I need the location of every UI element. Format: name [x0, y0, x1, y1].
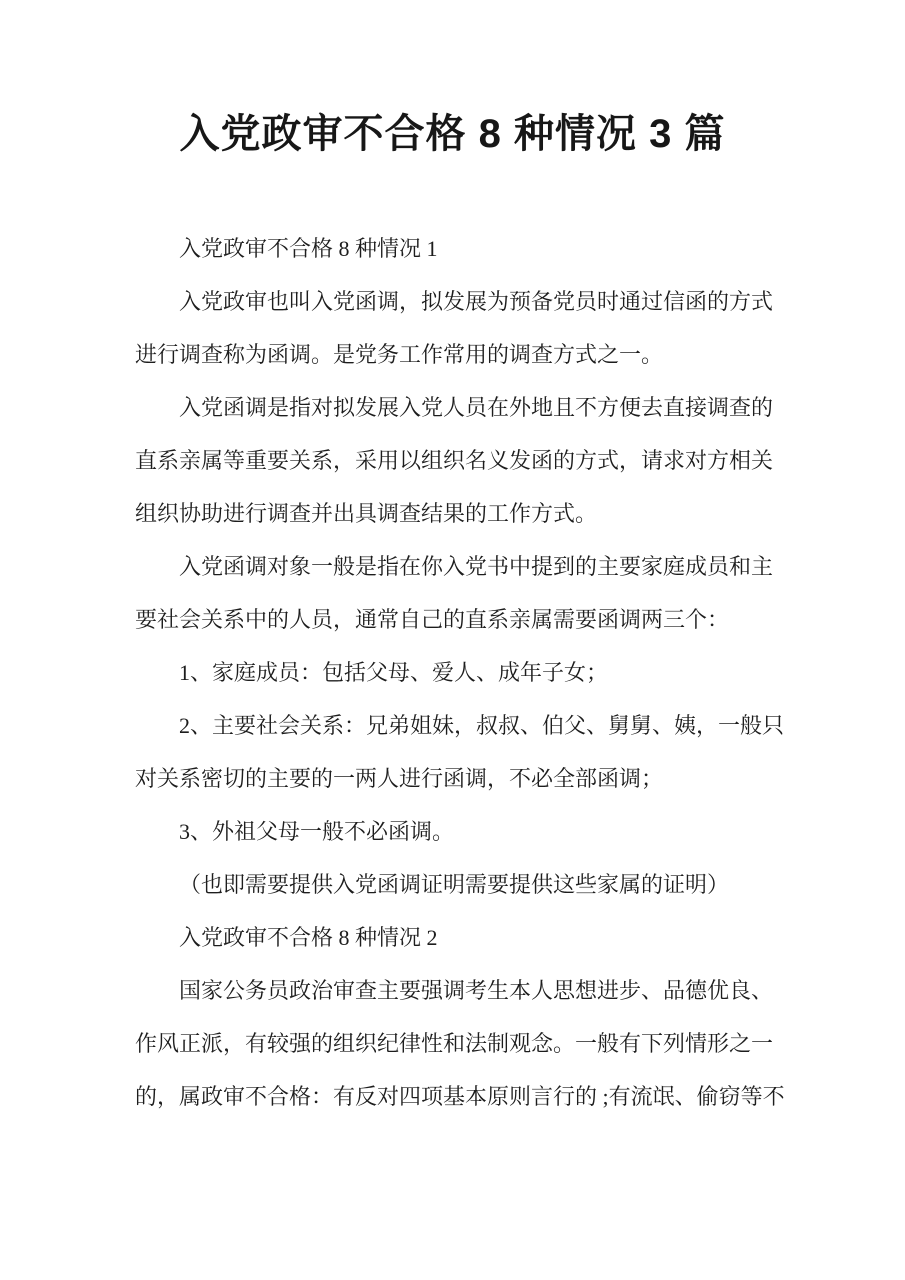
document-body [135, 222, 790, 1123]
paragraph-section-heading [135, 911, 790, 964]
paragraph-body [135, 381, 790, 540]
text-line: 进行调查称为函调。是党务工作常用的调查方式之一。 [135, 342, 664, 367]
paragraph-note [135, 858, 790, 911]
paragraph-section-heading [135, 222, 790, 275]
text-line: 入党政审不合格 8 种情况 1 [179, 236, 438, 261]
paragraph-list-item [135, 805, 790, 858]
text-line: 1、家庭成员：包括父母、爱人、成年子女； [179, 660, 609, 685]
text-line: 入党函调对象一般是指在你入党书中提到的主要家庭成员和主 [179, 554, 774, 579]
text-line: 入党政审也叫入党函调，拟发展为预备党员时通过信函的方式 [179, 289, 774, 314]
paragraph-list-item [135, 699, 790, 805]
paragraph-body [135, 964, 790, 1123]
text-line: 3、外祖父母一般不必函调。 [179, 819, 455, 844]
text-line: 组织协助进行调查并出具调查结果的工作方式。 [135, 501, 598, 526]
text-line: 国家公务员政治审查主要强调考生本人思想进步、品德优良、 [179, 978, 774, 1003]
text-line: 入党函调是指对拟发展入党人员在外地且不方便去直接调查的 [179, 395, 774, 420]
text-line: 作风正派，有较强的组织纪律性和法制观念。一般有下列情形之一 [135, 1031, 774, 1056]
text-line: 直系亲属等重要关系，采用以组织名义发函的方式，请求对方相关 [135, 448, 774, 473]
text-line: 2、主要社会关系：兄弟姐妹，叔叔、伯父、舅舅、姨，一般只 [179, 713, 785, 738]
paragraph-body [135, 275, 790, 381]
text-line: 要社会关系中的人员，通常自己的直系亲属需要函调两三个： [135, 607, 730, 632]
text-line: 入党政审不合格 8 种情况 2 [179, 925, 438, 950]
paragraph-list-item [135, 646, 790, 699]
document-title: 入党政审不合格 8 种情况 3 篇 [179, 112, 726, 156]
paragraph-body [135, 540, 790, 646]
text-line: 对关系密切的主要的一两人进行函调，不必全部函调； [135, 766, 664, 791]
text-line: 的，属政审不合格：有反对四项基本原则言行的 ;有流氓、偷窃等不 [135, 1084, 785, 1109]
text-line: （也即需要提供入党函调证明需要提供这些家属的证明） [179, 872, 730, 897]
